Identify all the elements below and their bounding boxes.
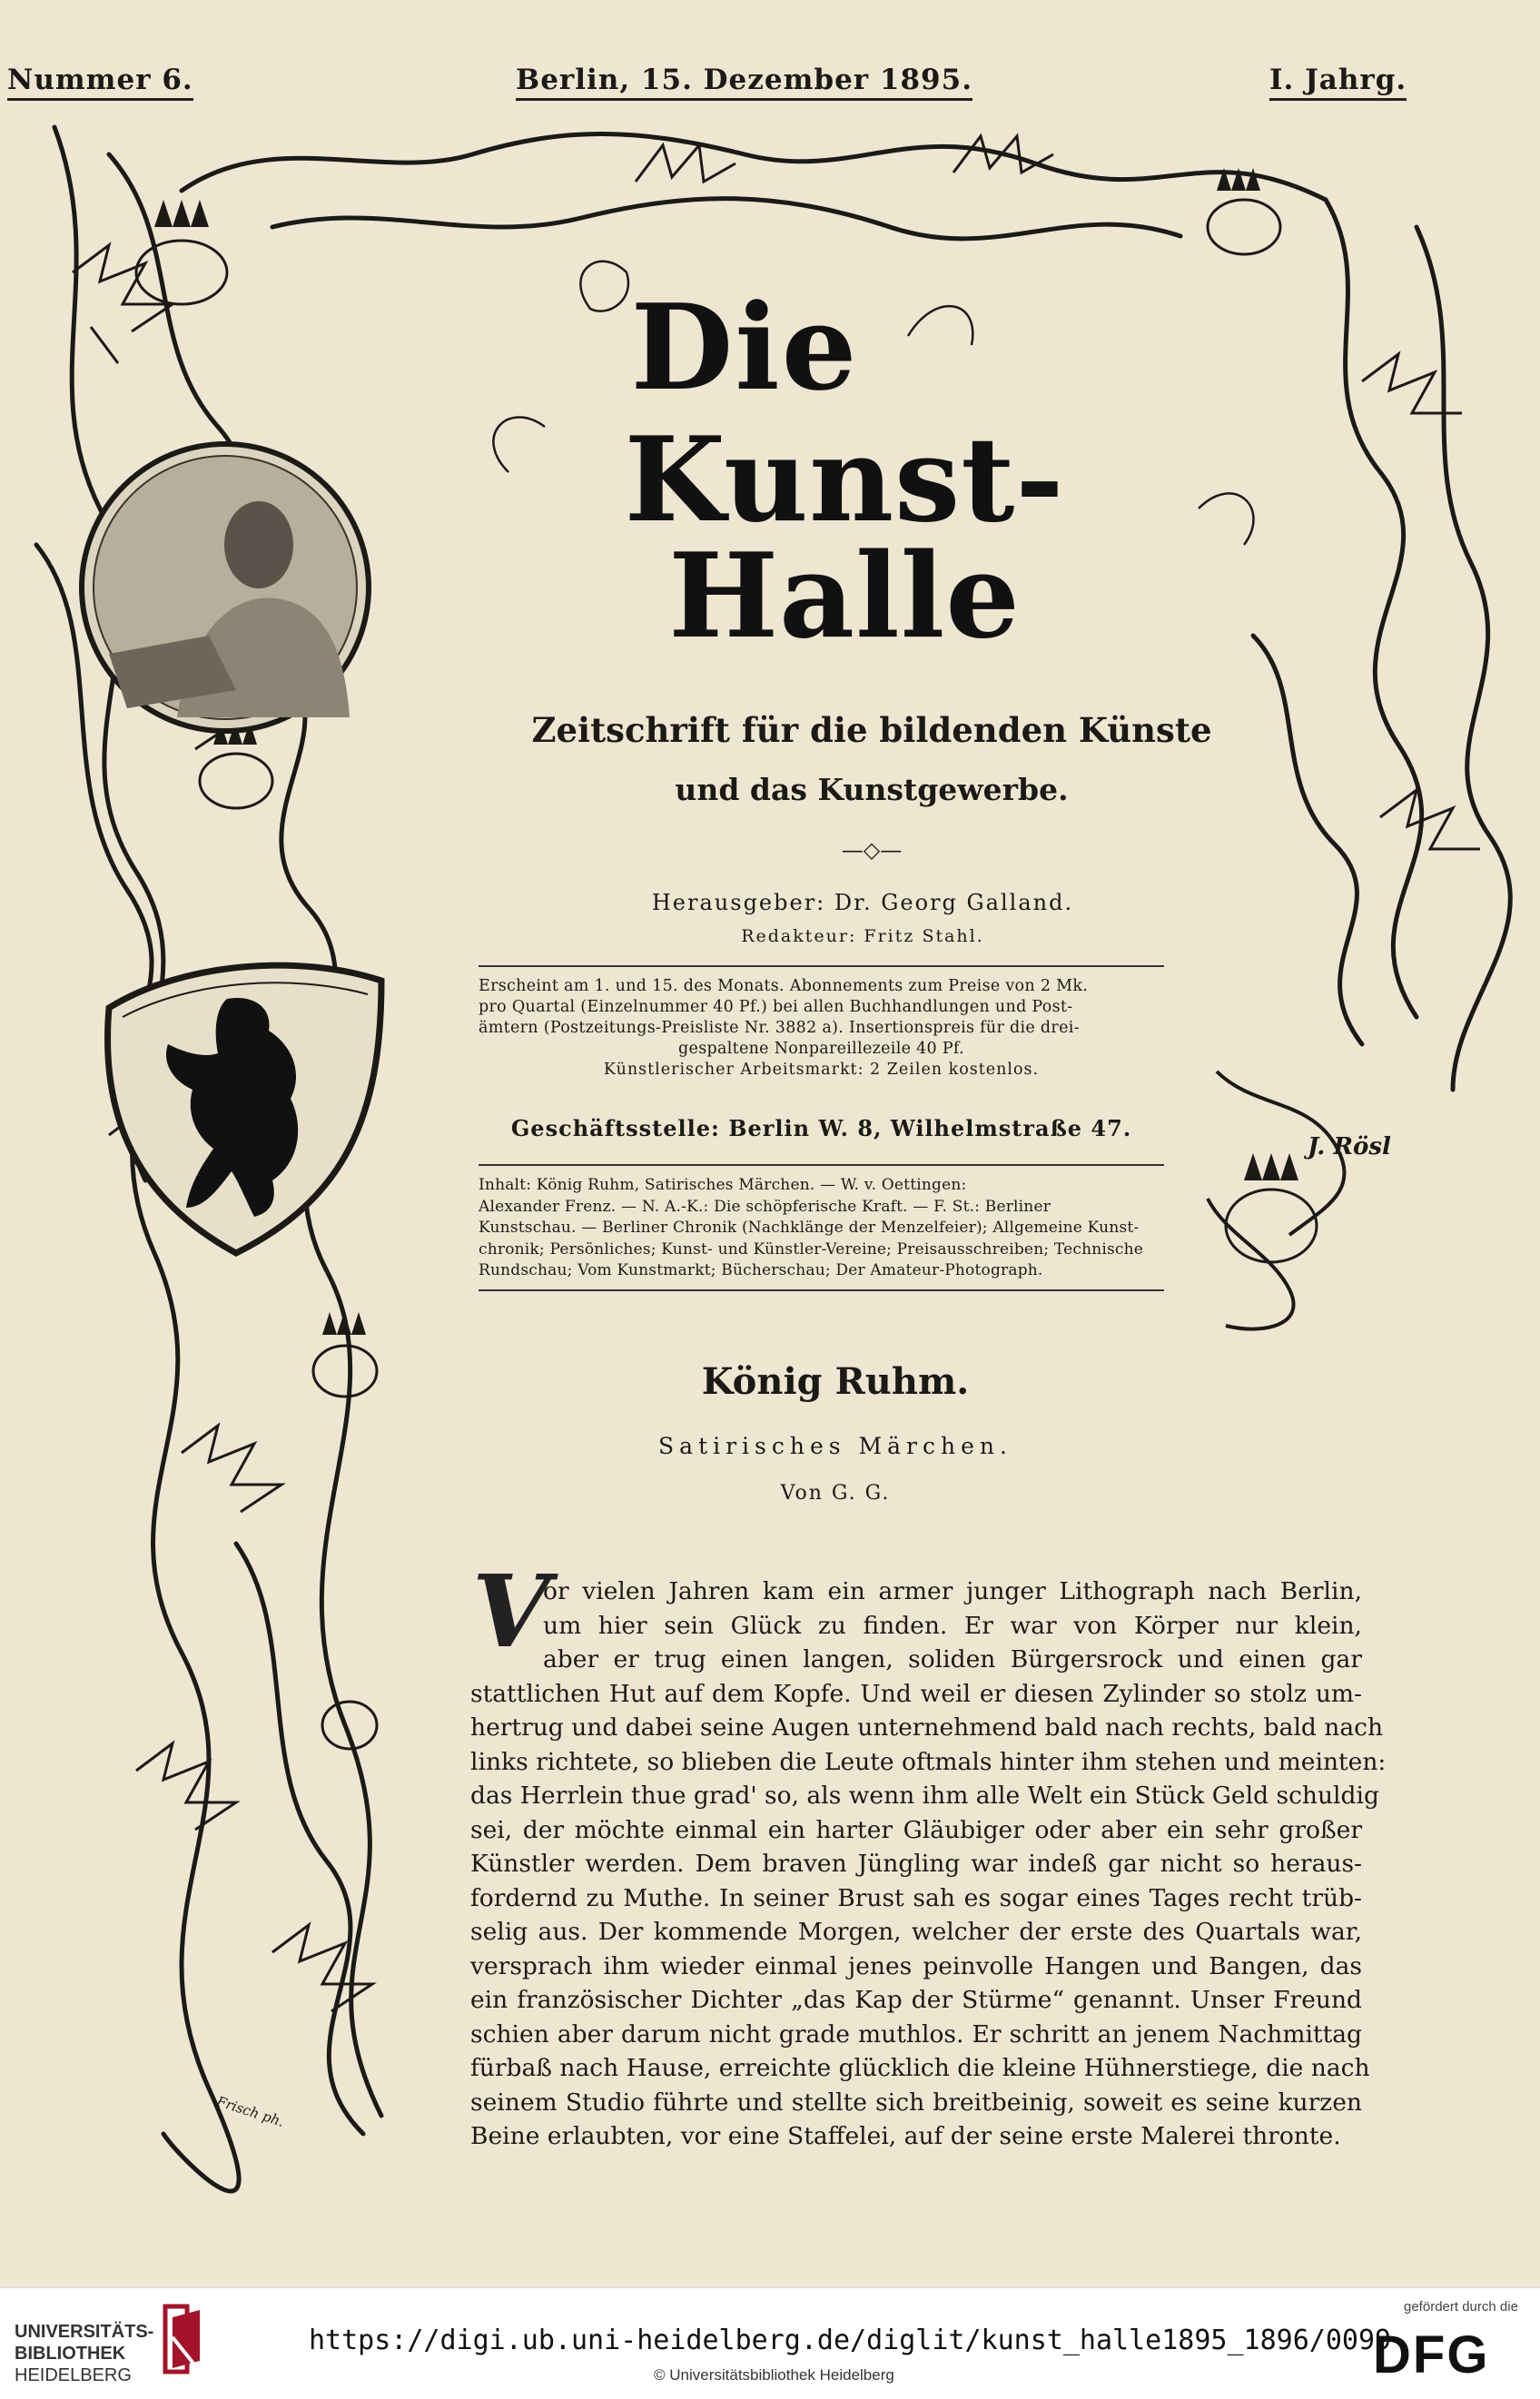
info-line: pro Quartal (Einzelnummer 40 Pf.) bei allen Buchhandlungen und Post-	[479, 998, 1073, 1016]
article-line: ein französischer Dichter „das Kap der Stürme“ genannt. Unser Freund	[470, 1986, 1362, 2014]
permalink-url[interactable]: https://digi.ub.uni-heidelberg.de/diglit/kunst_halle1895_1896/0099	[309, 2325, 1392, 2356]
contents-line: Alexander Frenz. — N. A.-K.: Die schöpferische Kraft. — F. St.: Berliner	[479, 1197, 1051, 1216]
article-line: schien aber darum nicht grade muthlos. Er schritt an jenem Nachmittag	[470, 2019, 1362, 2049]
article-body	[470, 1575, 1387, 2154]
library-name-line: UNIVERSITÄTS-	[15, 2322, 154, 2342]
article-line: versprach ihm wieder einmal jenes peinvolle Hangen und Bangen, das	[470, 1951, 1362, 1980]
contents-line: Rundschau; Vom Kunstmarkt; Bücherschau; Der Amateur-Photograph.	[479, 1261, 1043, 1279]
article-line: or vielen Jahren kam ein armer junger Lithograph nach Berlin,	[543, 1577, 1362, 1605]
article-line: seinem Studio führte und stellte sich breitbeinig, soweit es seine kurzen	[470, 2088, 1362, 2117]
article-line: das Herrlein thue grad' so, als wenn ihm alle Welt ein Stück Geld schuldig	[470, 1782, 1379, 1810]
subscription-info	[479, 965, 1164, 1081]
article-line: Künstler werden. Dem braven Jüngling war indeß gar nicht so heraus-	[470, 1850, 1362, 1878]
masthead-subtitle-1: Zeitschrift für die bildenden Künste	[531, 710, 1212, 750]
article-byline: Von G. G.	[780, 1482, 891, 1505]
issue-number: Nummer 6.	[7, 64, 193, 101]
copyright-notice: © Universitätsbibliothek Heidelberg	[654, 2366, 894, 2384]
masthead-subtitle-2: und das Kunstgewerbe.	[675, 772, 1069, 807]
article-line: fürbaß nach Hause, erreichte glücklich die kleine Hühnerstiege, die nach	[470, 2054, 1370, 2082]
contents-line: Inhalt: König Ruhm, Satirisches Märchen. — W. v. Oettingen:	[479, 1176, 967, 1194]
article-line: aber er trug einen langen, soliden Bürgersrock und einen gar	[543, 1645, 1362, 1673]
article-line: links richtete, so blieben die Leute oftmals hinter ihm stehen und meinten:	[470, 1747, 1387, 1776]
coat-of-arms-shield	[108, 965, 381, 1253]
library-name[interactable]	[15, 2321, 153, 2386]
editor-line: Redakteur: Fritz Stahl.	[741, 926, 984, 946]
dfg-logo[interactable]: DFG	[1373, 2325, 1490, 2384]
article-line: hertrug und dabei seine Augen unternehmend bald nach rechts, bald nach	[470, 1713, 1384, 1742]
volume-year: I. Jahrg.	[1269, 64, 1407, 101]
library-logo-icon[interactable]	[160, 2301, 205, 2379]
library-name-line: BIBLIOTHEK	[15, 2344, 126, 2364]
business-office: Geschäftsstelle: Berlin W. 8, Wilhelmstraße 47.	[510, 1115, 1132, 1141]
issue-date: Berlin, 15. Dezember 1895.	[516, 64, 972, 101]
info-line: ämtern (Postzeitungs-Preisliste Nr. 3882 a). Insertionspreis für die drei-	[479, 1019, 1080, 1037]
article-line: Beine erlaubten, vor eine Staffelei, auf der seine erste Malerei thronte.	[470, 2122, 1341, 2150]
article-subtitle: Satirisches Märchen.	[658, 1433, 1012, 1459]
masthead-title: Kunst-Halle	[624, 412, 1065, 665]
portrait-medallion	[82, 444, 369, 731]
masthead-die: Die	[630, 278, 859, 417]
article-line: selig aus. Der kommende Morgen, welcher der erste des Quartals war,	[470, 1918, 1362, 1946]
article-line: um hier sein Glück zu finden. Er war von Körper nur klein,	[543, 1611, 1362, 1640]
funding-label: gefördert durch die	[1404, 2299, 1518, 2315]
info-market: Künstlerischer Arbeitsmarkt: 2 Zeilen kostenlos.	[603, 1061, 1040, 1079]
article-line: sei, der möchte einmal ein harter Gläubiger oder aber ein sehr großer	[470, 1815, 1362, 1844]
artist-signature: J. Rösl	[1308, 1133, 1391, 1160]
contents-line: chronik; Persönliches; Kunst- und Künstler-Vereine; Preisausschreiben; Technische	[479, 1239, 1144, 1259]
library-name-line: HEIDELBERG	[15, 2365, 132, 2385]
drop-cap: V	[472, 1553, 550, 1670]
publisher-line: Herausgeber: Dr. Georg Galland.	[651, 890, 1074, 915]
article-line: stattlichen Hut auf dem Kopfe. Und weil er diesen Zylinder so stolz um-	[470, 1679, 1362, 1708]
info-line: gespaltene Nonpareillezeile 40 Pf.	[678, 1040, 964, 1058]
table-of-contents	[479, 1164, 1164, 1291]
article-line: fordernd zu Muthe. In seiner Brust sah es sogar eines Tages recht trüb-	[470, 1883, 1362, 1912]
section-divider-ornament: —◇—	[841, 837, 903, 863]
article-title: König Ruhm.	[701, 1360, 970, 1403]
info-line: Erscheint am 1. und 15. des Monats. Abonnements zum Preise von 2 Mk.	[479, 977, 1089, 995]
engraver-mark: Frisch ph.	[214, 2093, 287, 2130]
contents-line: Kunstschau. — Berliner Chronik (Nachklänge der Menzelfeier); Allgemeine Kunst-	[479, 1219, 1140, 1237]
